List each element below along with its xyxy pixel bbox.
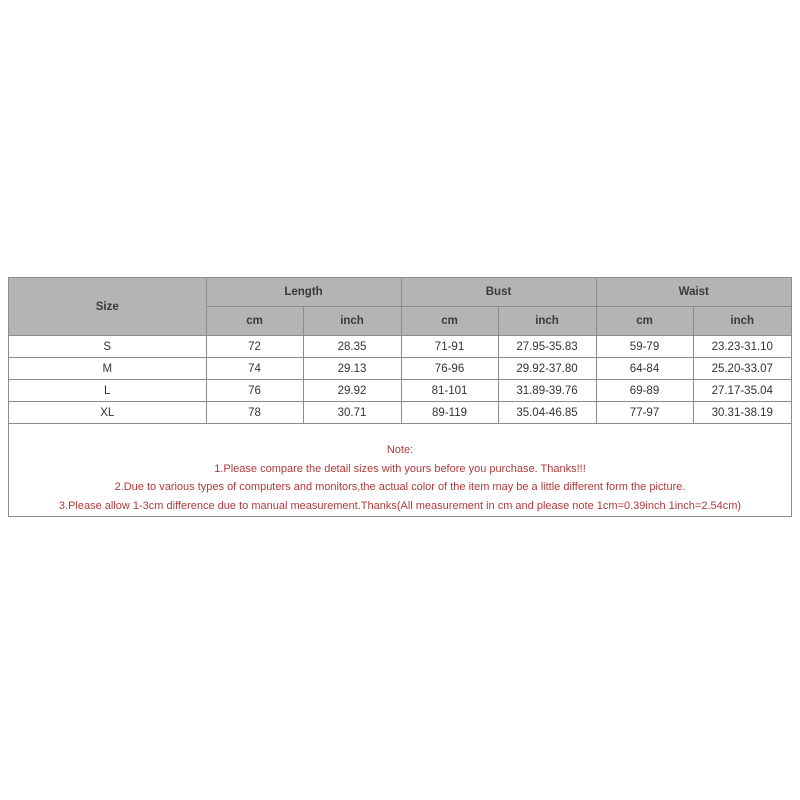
waist-inch-cell: 25.20-33.07 xyxy=(693,358,791,380)
bust-inch-cell: 27.95-35.83 xyxy=(498,336,596,358)
size-cell: XL xyxy=(9,402,206,424)
length-cm-cell: 78 xyxy=(206,402,303,424)
unit-header-waist-cm: cm xyxy=(596,307,693,336)
note-line: 2.Due to various types of computers and monitors,the actual color of the item may be a little different form the picture. xyxy=(114,481,686,493)
unit-header-length-inch: inch xyxy=(303,307,401,336)
unit-header-length-cm: cm xyxy=(206,307,303,336)
waist-cm-cell: 69-89 xyxy=(596,380,693,402)
table-row xyxy=(9,380,791,402)
group-header-length: Length xyxy=(206,278,401,307)
size-chart xyxy=(8,277,792,517)
length-cm-cell: 72 xyxy=(206,336,303,358)
size-cell: L xyxy=(9,380,206,402)
bust-cm-cell: 89-119 xyxy=(401,402,498,424)
unit-header-waist-inch: inch xyxy=(693,307,791,336)
length-cm-cell: 74 xyxy=(206,358,303,380)
waist-cm-cell: 59-79 xyxy=(596,336,693,358)
note-line: 1.Please compare the detail sizes with yours before you purchase. Thanks!!! xyxy=(214,462,586,475)
waist-inch-cell: 23.23-31.10 xyxy=(693,336,791,358)
bust-cm-cell: 81-101 xyxy=(401,380,498,402)
bust-cm-cell: 76-96 xyxy=(401,358,498,380)
unit-header-bust-cm: cm xyxy=(401,307,498,336)
size-cell: M xyxy=(9,358,206,380)
length-inch-cell: 28.35 xyxy=(303,336,401,358)
bust-inch-cell: 31.89-39.76 xyxy=(498,380,596,402)
table-row xyxy=(9,358,791,380)
header-row-groups xyxy=(9,278,791,307)
size-cell: S xyxy=(9,336,206,358)
note-line: 3.Please allow 1-3cm difference due to manual measurement.Thanks(All measurement in cm and please note 1cm=0.39inch 1inch=2.54cm) xyxy=(58,499,742,512)
unit-header-bust-inch: inch xyxy=(498,307,596,336)
bust-inch-cell: 35.04-46.85 xyxy=(498,402,596,424)
waist-cm-cell: 64-84 xyxy=(596,358,693,380)
notes-title: Note: xyxy=(386,444,414,456)
waist-inch-cell: 30.31-38.19 xyxy=(693,402,791,424)
table-row xyxy=(9,402,791,424)
notes-section xyxy=(9,424,791,515)
group-header-bust: Bust xyxy=(401,278,596,307)
size-table xyxy=(9,278,791,424)
waist-cm-cell: 77-97 xyxy=(596,402,693,424)
group-header-waist: Waist xyxy=(596,278,791,307)
length-inch-cell: 29.92 xyxy=(303,380,401,402)
table-row xyxy=(9,336,791,358)
length-cm-cell: 76 xyxy=(206,380,303,402)
bust-inch-cell: 29.92-37.80 xyxy=(498,358,596,380)
length-inch-cell: 30.71 xyxy=(303,402,401,424)
waist-inch-cell: 27.17-35.04 xyxy=(693,380,791,402)
bust-cm-cell: 71-91 xyxy=(401,336,498,358)
size-column-header: Size xyxy=(9,278,206,336)
length-inch-cell: 29.13 xyxy=(303,358,401,380)
